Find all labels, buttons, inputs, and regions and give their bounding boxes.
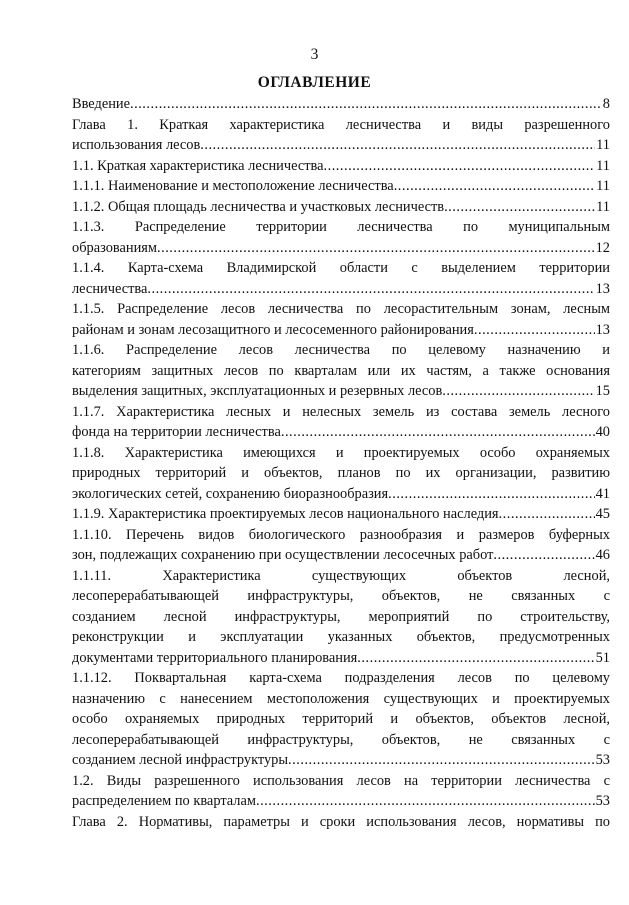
toc-entry-last-line [72,238,610,259]
toc-entry[interactable] [72,217,610,258]
dot-leader [130,94,602,115]
dot-leader [444,197,595,218]
dot-leader [442,381,594,402]
toc-entry[interactable] [72,340,610,402]
toc-entry-label: фонда на территории лесничества [72,424,281,440]
toc-entry-label: распределением по кварталам [72,793,256,809]
toc-entry-text-line: категориям защитных лесов по кварталам или их частям, а также основания [72,362,610,379]
toc-entry-last-line [72,156,610,177]
toc-entry-last-line [72,504,610,525]
dot-leader [394,176,595,197]
toc-entry-page-number: 11 [596,137,610,153]
toc-entry-text-line: 1.1.7. Характеристика лесных и нелесных земель из состава земель лесного [72,403,610,420]
toc-entry[interactable] [72,94,610,115]
dot-leader [147,279,594,300]
dot-leader [288,750,595,771]
toc-entry[interactable] [72,299,610,340]
toc-entry-label: документами территориального планирования [72,649,358,666]
toc-entry-page-number: 51 [595,649,610,666]
toc-entry-label: 1.1.1. Наименование и местоположение лесничества [72,178,394,194]
dot-leader [388,484,594,505]
toc-entry-text-line: 1.1.10. Перечень видов биологического разнообразия и размеров буферных [72,526,610,543]
toc-entry-text-line: назначению с нанесением местоположения существующих и проектируемых [72,690,610,707]
toc-entry-last-line [72,422,610,443]
toc-entry-last-line [72,791,610,812]
toc-entry-label: районам и зонам лесозащитного и лесосеменного районирования [72,321,474,338]
toc-entry-page-number: 15 [595,383,610,399]
toc-entry-text-line: особо охраняемых природных территорий и объектов, объектов лесной, [72,711,610,727]
dot-leader [357,648,594,669]
toc-entry[interactable] [72,443,610,505]
toc-entry-label: лесничества [72,280,148,297]
toc-entry-last-line [72,750,610,771]
toc-entry[interactable] [72,402,610,443]
toc-entry-text-line: 1.1.8. Характеристика имеющихся и проектируемых особо охраняемых [72,444,610,461]
toc-entry[interactable] [72,525,610,566]
toc-entry-label: экологических сетей, сохранению биоразнообразия [72,485,389,502]
toc-entry-page-number: 8 [602,96,610,112]
toc-entry-text-line: лесоперерабатывающей инфраструктуры, объектов, не связанных с [72,588,610,604]
toc-entry-page-number: 41 [595,485,610,502]
toc-entry[interactable] [72,156,610,177]
toc-title: ОГЛАВЛЕНИЕ [257,74,372,91]
toc-entry-last-line [72,176,610,197]
toc-entry-page-number: 13 [595,280,610,297]
toc-entry[interactable] [72,504,610,525]
toc-entry-text-line: Глава 2. Нормативы, параметры и сроки использования лесов, нормативы по [72,813,610,830]
toc-entry[interactable] [72,115,610,156]
toc-entry[interactable] [72,258,610,299]
toc-entry[interactable] [72,668,610,771]
toc-entry-last-line [72,279,610,300]
toc-entry-last-line [72,381,610,402]
toc-entry-text-line: 1.1.6. Распределение лесов лесничества по целевому назначению и [72,342,610,358]
toc-entry-label: 1.1.9. Характеристика проектируемых лесов национального наследия [72,506,499,522]
toc-entry[interactable] [72,176,610,197]
toc-entry-last-line [72,94,610,115]
dot-leader [157,238,595,259]
toc-entry-text-line: Глава 1. Краткая характеристика лесничества и виды разрешенного [72,116,610,133]
dot-leader [256,791,595,812]
toc-entry[interactable] [72,566,610,669]
toc-entry-label: образованиям [72,239,158,256]
toc-entry-page-number: 40 [595,424,610,440]
toc-entry-label: 1.1.2. Общая площадь лесничества и участковых лесничеств [72,198,445,215]
toc-entry-last-line [72,484,610,505]
toc-entry-last-line [72,545,610,566]
toc-entry-page-number: 11 [596,198,610,215]
toc-entry-text-line: 1.1.3. Распределение территории лесничества по муниципальным [72,219,610,235]
toc-entry-text-line: природных территорий и объектов, планов по их организации, развитию [72,465,610,481]
toc-entry-text-line: лесоперерабатывающей инфраструктуры, объектов, не связанных с [72,731,610,748]
toc-entry-text-line: реконструкции и эксплуатации указанных объектов, предусмотренных [72,629,610,645]
toc-entry-page-number: 11 [596,157,610,174]
dot-leader [200,135,595,156]
toc-entry-page-number: 45 [595,506,610,522]
toc-entry-label: использования лесов [72,137,201,153]
toc-entry-last-line [72,197,610,218]
toc-entry-page-number: 53 [595,752,610,768]
toc-entry-page-number: 46 [595,547,610,563]
toc-entry[interactable] [72,197,610,218]
toc-entry[interactable] [72,812,610,833]
dot-leader [324,156,596,177]
toc-entry-label: выделения защитных, эксплуатационных и резервных лесов [72,383,443,399]
toc-entry-text-line: 1.1.11. Характеристика существующих объектов лесной, [72,567,610,584]
table-of-contents [72,94,610,832]
page-number: 3 [310,46,319,63]
toc-entry-page-number: 53 [595,793,610,809]
toc-entry-text-line: 1.1.4. Карта-схема Владимирской области с выделением территории [72,260,610,276]
toc-entry-text-line: 1.2. Виды разрешенного использования лесов на территории лесничества с [72,772,610,789]
dot-leader [499,504,595,525]
toc-entry-text-line: 1.1.5. Распределение лесов лесничества по лесорастительным зонам, лесным [72,301,610,317]
toc-entry[interactable] [72,771,610,812]
toc-entry-page-number: 11 [596,178,610,194]
toc-entry-label: Введение [72,96,131,112]
toc-entry-label: зон, подлежащих сохранению при осуществлении лесосечных работ [72,547,494,563]
toc-entry-text-line: созданием лесной инфраструктуры, мероприятий по строительству, [72,608,610,625]
toc-entry-page-number: 13 [595,321,610,338]
dot-leader [281,422,595,443]
toc-entry-text-line: 1.1.12. Поквартальная карта-схема подразделения лесов по целевому [72,670,610,686]
toc-entry-last-line [72,320,610,341]
toc-entry-label: созданием лесной инфраструктуры [72,752,289,768]
dot-leader [474,320,595,341]
toc-entry-page-number: 12 [595,239,610,256]
toc-entry-label: 1.1. Краткая характеристика лесничества [72,157,324,174]
dot-leader [493,545,594,566]
toc-entry-last-line [72,648,610,669]
toc-entry-last-line [72,135,610,156]
